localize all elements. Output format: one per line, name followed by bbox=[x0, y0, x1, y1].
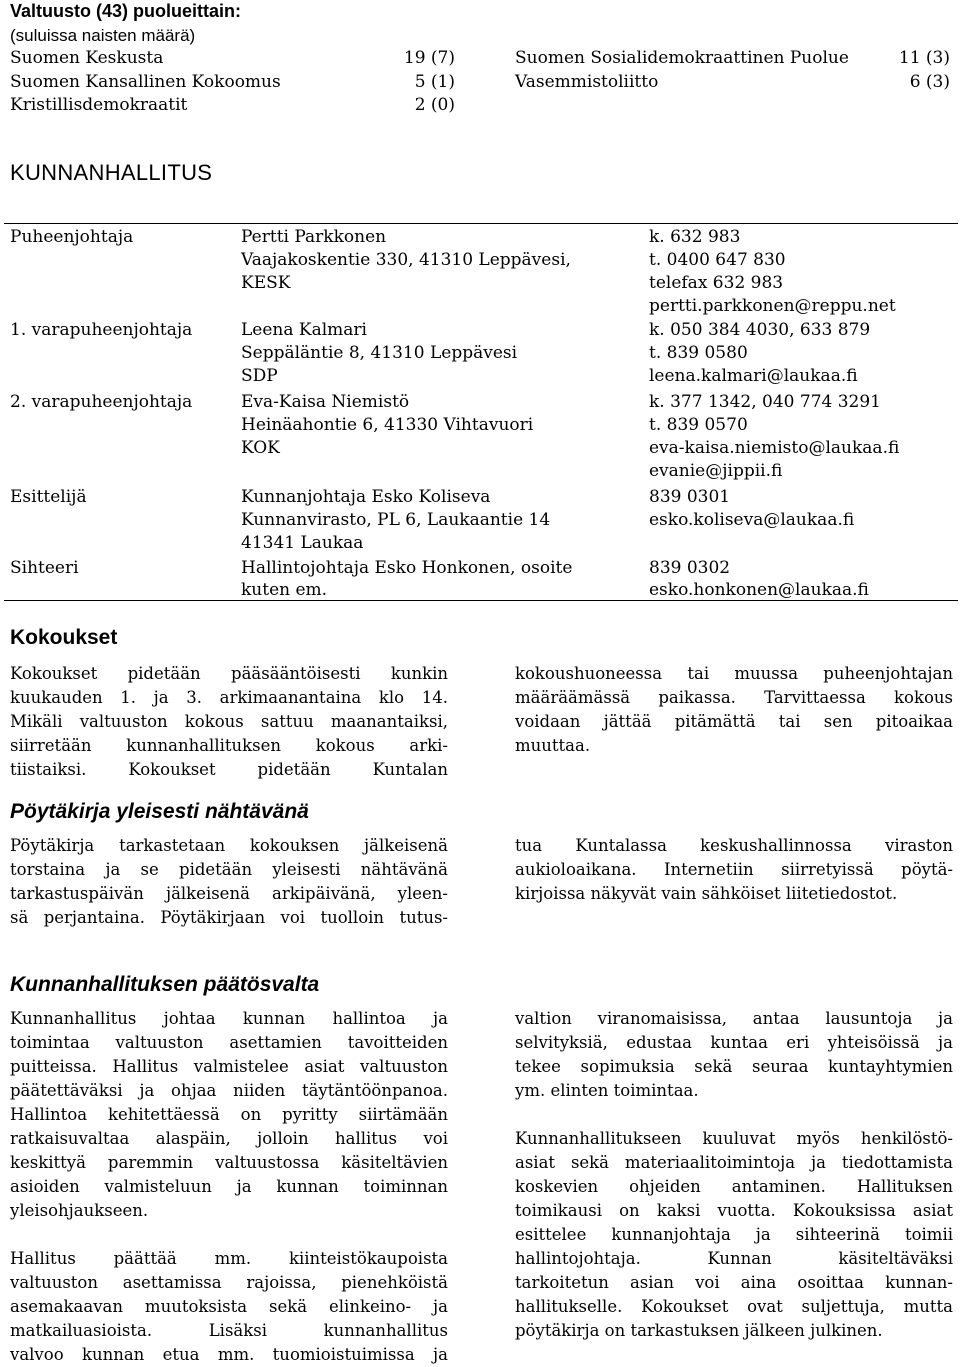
text-line: siirretään kunnanhallituksen kokous arki- bbox=[10, 736, 448, 755]
role-label: Sihteeri bbox=[10, 558, 79, 578]
text-line: Pöytäkirja tarkastetaan kokouksen jälkeisenä bbox=[10, 836, 448, 855]
text-line: määräämässä paikassa. Tarvittaessa kokous bbox=[515, 688, 953, 707]
text-line: ratkaisuvaltaa alaspäin, jolloin hallitus voi bbox=[10, 1129, 448, 1148]
text-line: valtuuston asettamissa rajoissa, pienehköistä bbox=[10, 1273, 448, 1292]
text-line: keskittyä paremmin valtuustossa käsiteltävien bbox=[10, 1153, 448, 1172]
person-party: SDP bbox=[241, 366, 278, 386]
role-label: 2. varapuheenjohtaja bbox=[10, 392, 193, 412]
text-line: Mikäli valtuuston kokous sattuu maanantaiksi, bbox=[10, 712, 448, 731]
contact-email: esko.honkonen@laukaa.fi bbox=[649, 580, 869, 600]
authority-heading: Kunnanhallituksen päätösvalta bbox=[10, 973, 320, 996]
person-address: Vaajakoskentie 330, 41310 Leppävesi, bbox=[241, 250, 571, 270]
text-line: muuttaa. bbox=[515, 736, 591, 755]
text-line: koskevien ohjeiden antaminen. Hallituksen bbox=[515, 1177, 953, 1196]
text-line: hallitukselle. Kokoukset ovat suljettuja, mutta bbox=[515, 1297, 953, 1316]
party-name: Suomen Keskusta bbox=[10, 48, 164, 68]
party-count: 2 (0) bbox=[414, 95, 455, 115]
text-line: valtion viranomaisissa, antaa lausuntoja ja bbox=[515, 1009, 953, 1028]
contact-home: k. 632 983 bbox=[649, 227, 741, 247]
contact-email: esko.koliseva@laukaa.fi bbox=[649, 510, 855, 530]
person-address: Kunnanvirasto, PL 6, Laukaantie 14 bbox=[241, 510, 551, 530]
text-line: yleisohjaukseen. bbox=[10, 1201, 149, 1220]
text-line: tiistaiksi. Kokoukset pidetään Kuntalan bbox=[10, 760, 448, 779]
text-line: voidaan jättää pitämättä tai sen pitoaikaa bbox=[515, 712, 953, 731]
contact-phone: t. 839 0580 bbox=[649, 343, 748, 363]
contact-phone: t. 839 0570 bbox=[649, 415, 748, 435]
text-line: Kunnanhallitus johtaa kunnan hallintoa ja bbox=[10, 1009, 448, 1028]
contact-fax: telefax 632 983 bbox=[649, 273, 784, 293]
text-line: tarkoitetun asian voi aina osoittaa kunnan- bbox=[515, 1273, 953, 1292]
person-address: Heinäahontie 6, 41330 Vihtavuori bbox=[241, 415, 534, 435]
party-row bbox=[10, 47, 950, 71]
contact-phone: 839 0302 bbox=[649, 558, 731, 578]
contact-home: k. 050 384 4030, 633 879 bbox=[649, 320, 871, 340]
text-line: asemakaavan muutoksista sekä elinkeino- ja bbox=[10, 1297, 448, 1316]
text-line: kuukauden 1. ja 3. arkimaanantaina klo 14. bbox=[10, 688, 448, 707]
contact-phone: 839 0301 bbox=[649, 487, 731, 507]
contact-email: pertti.parkkonen@reppu.net bbox=[649, 296, 896, 316]
person-name: Hallintojohtaja Esko Honkonen, osoite bbox=[241, 558, 573, 578]
council-composition bbox=[10, 0, 950, 118]
text-line: torstaina ja se pidetään yleisesti nähtävänä bbox=[10, 860, 448, 879]
text-line: sä perjantaina. Pöytäkirjaan voi tuolloin tutus- bbox=[10, 908, 448, 927]
minutes-text-right bbox=[515, 834, 953, 906]
council-title: Valtuusto (43) puolueittain: bbox=[10, 1, 242, 21]
text-line: tekee sopimuksia sekä seuraa kuntayhtymien bbox=[515, 1057, 953, 1076]
text-line: matkailuasioista. Lisäksi kunnanhallitus bbox=[10, 1321, 448, 1340]
party-row bbox=[10, 71, 950, 95]
contact-email: leena.kalmari@laukaa.fi bbox=[649, 366, 858, 386]
minutes-heading: Pöytäkirja yleisesti nähtävänä bbox=[10, 800, 309, 823]
board-table bbox=[4, 223, 958, 603]
person-party: KOK bbox=[241, 438, 280, 458]
role-label: 1. varapuheenjohtaja bbox=[10, 320, 193, 340]
contact-home: k. 377 1342, 040 774 3291 bbox=[649, 392, 881, 412]
contact-email: eva-kaisa.niemisto@laukaa.fi bbox=[649, 438, 900, 458]
text-line: toimintaa valtuuston asettamien tavoitteiden bbox=[10, 1033, 448, 1052]
person-name: Pertti Parkkonen bbox=[241, 227, 387, 247]
minutes-text-left bbox=[10, 834, 448, 930]
text-line: Kokoukset pidetään pääsääntöisesti kunkin bbox=[10, 664, 448, 683]
text-line: pöytäkirja on tarkastuksen jälkeen julkinen. bbox=[515, 1321, 883, 1340]
authority-text-right bbox=[515, 1007, 953, 1343]
text-line: valvoo kunnan etua mm. tuomioistuimissa ja bbox=[10, 1345, 448, 1364]
party-name: Suomen Kansallinen Kokoomus bbox=[10, 71, 281, 92]
text-line: Hallintoa kehitettäessä on pyritty siirtämään bbox=[10, 1105, 448, 1124]
role-label: Esittelijä bbox=[10, 487, 87, 507]
role-label: Puheenjohtaja bbox=[10, 227, 134, 247]
person-name: Eva-Kaisa Niemistö bbox=[241, 392, 410, 412]
text-line: tarkastuspäivän jälkeisenä arkipäivänä, yleen- bbox=[10, 884, 448, 903]
text-line: puitteissa. Hallitus valmistelee asiat valtuuston bbox=[10, 1057, 448, 1076]
text-line: esittelee kunnanjohtaja ja sihteerinä toimii bbox=[515, 1225, 953, 1244]
text-line: toimikausi on kaksi vuotta. Kokouksissa asiat bbox=[515, 1201, 953, 1220]
party-count: 11 (3) bbox=[898, 48, 950, 68]
person-name: Kunnanjohtaja Esko Koliseva bbox=[241, 487, 491, 507]
authority-text-left bbox=[10, 1007, 448, 1367]
person-address: kuten em. bbox=[241, 580, 328, 600]
text-line: Kunnanhallitukseen kuuluvat myös henkilöstö- bbox=[515, 1129, 953, 1148]
council-subtitle: (suluissa naisten määrä) bbox=[10, 25, 196, 45]
board-heading: KUNNANHALLITUS bbox=[10, 160, 213, 185]
text-line: selvityksiä, edustaa kuntaa eri yhteisöissä ja bbox=[515, 1033, 953, 1052]
contact-phone: t. 0400 647 830 bbox=[649, 250, 786, 270]
party-row bbox=[10, 94, 950, 118]
party-name: Kristillisdemokraatit bbox=[10, 95, 188, 115]
text-line: hallintojohtaja. Kunnan käsiteltäväksi bbox=[515, 1249, 953, 1268]
person-name: Leena Kalmari bbox=[241, 320, 367, 340]
person-address: Seppäläntie 8, 41310 Leppävesi bbox=[241, 343, 518, 363]
text-line: ym. elinten toimintaa. bbox=[515, 1081, 699, 1100]
meetings-heading: Kokoukset bbox=[10, 626, 118, 649]
text-line: kirjoissa näkyvät vain sähköiset liitetiedostot. bbox=[515, 884, 898, 903]
party-count: 5 (1) bbox=[414, 71, 455, 92]
party-name: Suomen Sosialidemokraattinen Puolue bbox=[515, 48, 849, 68]
person-party: KESK bbox=[241, 273, 291, 293]
table-rule-top bbox=[4, 223, 958, 224]
text-line: asiat sekä materiaalitoimintoja ja tiedottamista bbox=[515, 1153, 953, 1172]
meetings-text-left bbox=[10, 662, 448, 782]
text-line: kokoushuoneessa tai muussa puheenjohtajan bbox=[515, 664, 953, 683]
party-count: 6 (3) bbox=[909, 71, 950, 92]
person-address: 41341 Laukaa bbox=[241, 533, 364, 553]
text-line: Hallitus päättää mm. kiinteistökaupoista bbox=[10, 1249, 448, 1268]
party-name: Vasemmistoliitto bbox=[515, 71, 659, 92]
contact-email-alt: evanie@jippii.fi bbox=[649, 461, 783, 481]
party-count: 19 (7) bbox=[403, 48, 455, 68]
text-line: tua Kuntalassa keskushallinnossa viraston bbox=[515, 836, 953, 855]
meetings-text-right bbox=[515, 662, 953, 758]
text-line: aukioloaikana. Internetiin siirretyissä pöytä- bbox=[515, 860, 953, 879]
text-line: asioiden valmisteluun ja kunnan toiminnan bbox=[10, 1177, 448, 1196]
text-line: päätettäväksi ja ohjaa niiden täytäntöönpanoa. bbox=[10, 1081, 448, 1100]
